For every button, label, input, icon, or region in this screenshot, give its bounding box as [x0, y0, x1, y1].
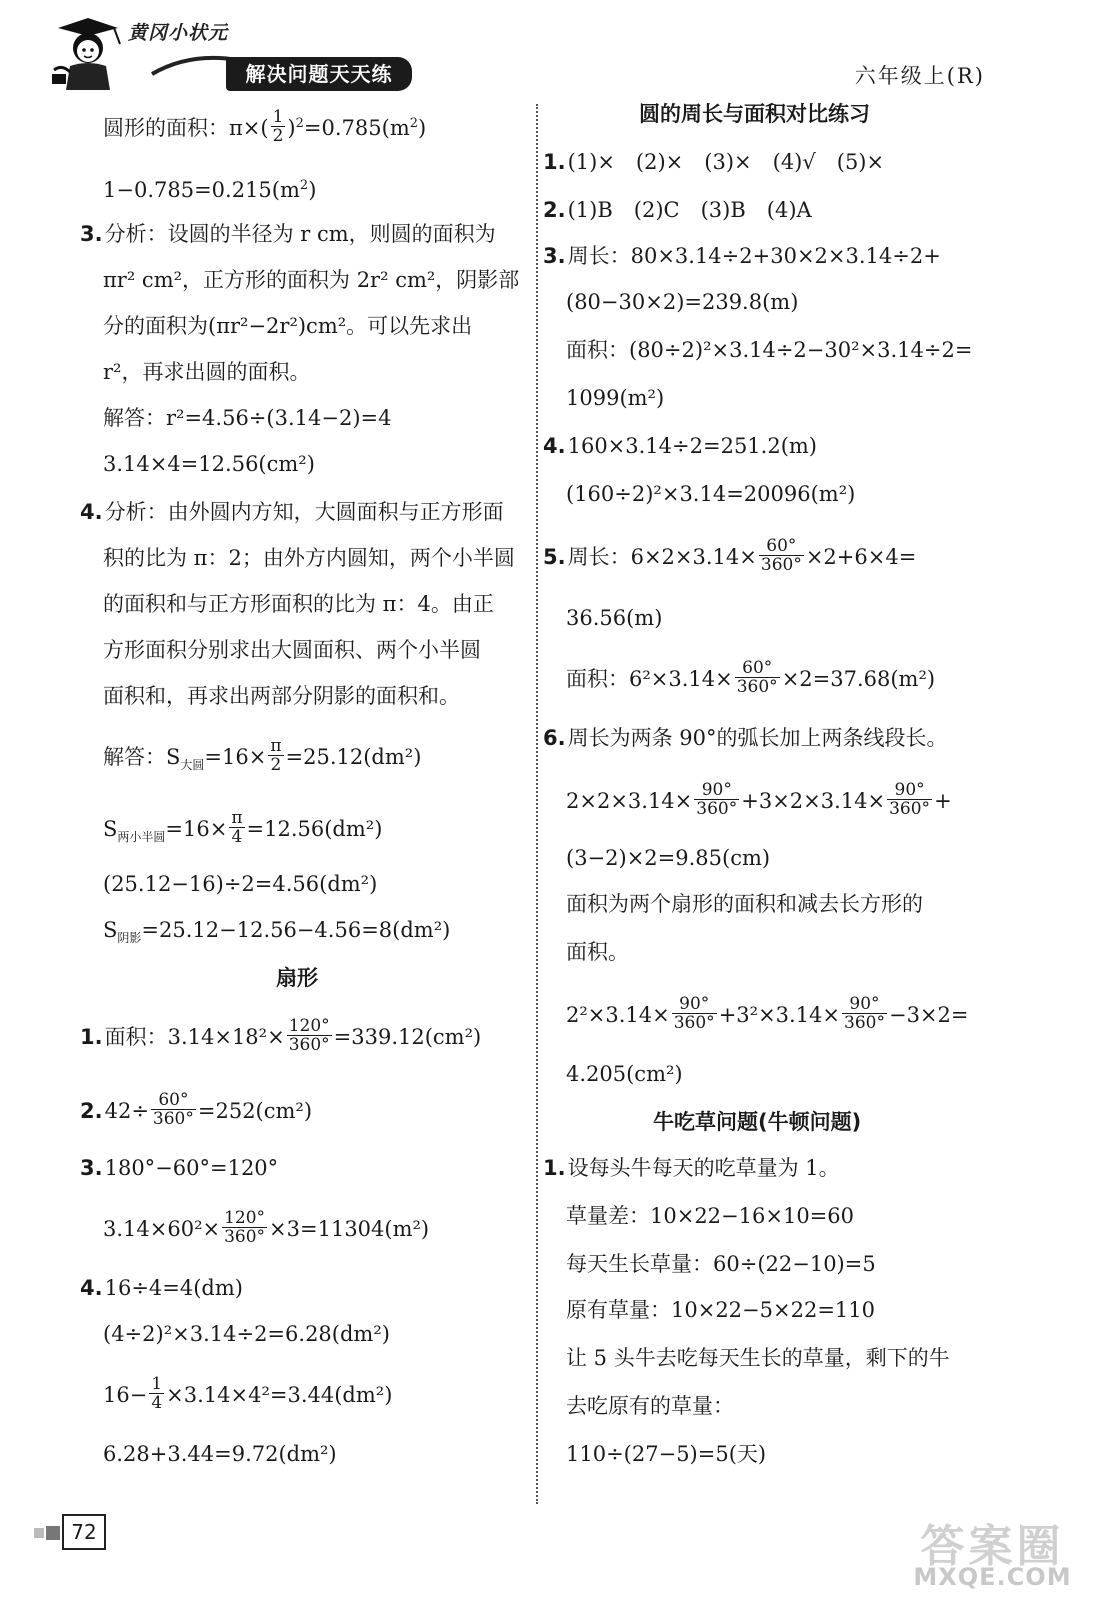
text: 16÷4=4(dm) [104, 1276, 243, 1300]
brand-name: 黄冈小状元 [128, 22, 229, 44]
question-number: 1. [543, 1156, 566, 1180]
text: ×2+6×4= [805, 545, 917, 569]
watermark-url: MXQE.COM [913, 1563, 1072, 1591]
denominator: 360° [673, 1013, 715, 1033]
numerator: 60° [151, 1091, 196, 1110]
numerator: π [231, 808, 243, 828]
answer-line: 4.205(cm²) [566, 1062, 683, 1086]
exponent: 2 [299, 178, 309, 193]
question-number: 4. [80, 1276, 103, 1300]
numerator: 90° [842, 995, 887, 1014]
text: ×3=11304(m²) [269, 1217, 430, 1241]
text: =16× [165, 817, 228, 841]
numerator: 1 [272, 107, 284, 127]
answer-line [80, 736, 422, 779]
text: 面积：6²×3.14× [566, 667, 733, 691]
fraction [672, 995, 717, 1032]
text: 3.14×60²× [103, 1217, 221, 1241]
denominator: 360° [152, 1109, 194, 1129]
fraction [229, 809, 244, 846]
watermark [900, 1510, 1085, 1595]
page-number: 72 [62, 1514, 106, 1550]
numerator: 90° [672, 995, 717, 1014]
answer-line: 1099(m²) [566, 386, 665, 410]
text: 解答：S [103, 745, 181, 769]
numerator: π [270, 736, 282, 756]
answer-line: 6.28+3.44=9.72(dm²) [103, 1442, 337, 1466]
denominator: 360° [224, 1227, 266, 1247]
text: + [934, 789, 952, 813]
answer-line [80, 107, 427, 148]
text: 16− [103, 1383, 148, 1407]
column-divider [536, 104, 538, 1504]
answer-line [80, 916, 450, 952]
answer-line: 36.56(m) [566, 606, 663, 630]
numerator: 90° [887, 781, 932, 800]
mascot-logo-icon [48, 14, 128, 92]
denominator: 360° [760, 555, 802, 575]
answer-line: 面积：(80÷2)²×3.14÷2−30²×3.14÷2= [566, 338, 973, 362]
answer-line: (3−2)×2=9.85(cm) [566, 846, 771, 870]
text: 周长：80×3.14÷2+30×2×3.14÷2+ [567, 244, 941, 268]
compare-answer-4 [543, 432, 817, 460]
denominator: 360° [696, 799, 738, 819]
question-number: 3. [80, 222, 103, 246]
answer-line: (80−30×2)=239.8(m) [566, 290, 799, 314]
compare-answer-1 [543, 148, 884, 176]
cow-grass-answer-1 [543, 1154, 840, 1182]
answer-line: (25.12−16)÷2=4.56(dm²) [103, 872, 378, 896]
answer-line: 解答：r²=4.56÷(3.14−2)=4 [103, 406, 392, 430]
answer-line: 的面积和与正方形面积的比为 π：4。由正 [103, 592, 494, 616]
section-heading-cow-grass: 牛吃草问题(牛顿问题) [653, 1110, 862, 1134]
section-heading-sector: 扇形 [276, 966, 318, 990]
denominator: 360° [736, 677, 778, 697]
series-tagline: 解决问题天天练 [226, 57, 412, 91]
denominator: 2 [272, 126, 284, 146]
denominator: 4 [151, 1393, 163, 1413]
fraction [271, 108, 286, 145]
answer-line: (4÷2)²×3.14÷2=6.28(dm²) [103, 1322, 390, 1346]
fraction [842, 995, 887, 1032]
exponent: 2 [295, 116, 304, 131]
text: ×2=37.68(m²) [781, 667, 936, 691]
numerator: 60° [759, 537, 804, 556]
answer-line [543, 994, 969, 1035]
fraction [268, 737, 283, 774]
page-number-box [30, 1514, 110, 1548]
numerator: 1 [151, 1374, 163, 1394]
grade-label: 六年级上(R) [854, 64, 985, 88]
sector-answer-2 [80, 1090, 313, 1131]
fraction [735, 659, 780, 696]
question-number: 3. [80, 1156, 103, 1180]
question-number: 5. [543, 545, 566, 569]
text: =0.785(m [303, 116, 410, 140]
compare-answer-3 [543, 242, 941, 270]
compare-answer-2 [543, 196, 812, 224]
text: =25.12(dm²) [285, 745, 422, 769]
text: 2×2×3.14× [566, 789, 693, 813]
compare-answer-6 [543, 724, 948, 752]
denominator: 360° [288, 1035, 330, 1055]
answer-line: r²，再求出圆的面积。 [103, 360, 311, 384]
text: +3×2×3.14× [741, 789, 886, 813]
sector-answer-3 [80, 1154, 278, 1182]
question-number: 4. [80, 500, 103, 524]
text: =339.12(cm²) [333, 1025, 482, 1049]
text: 分析：由外圆内方知，大圆面积与正方形面 [104, 500, 504, 524]
denominator: 4 [231, 827, 243, 847]
subscript: 大圆 [180, 758, 205, 773]
answer-line: πr² cm²，正方形的面积为 2r² cm²，阴影部 [103, 268, 520, 292]
question-3-analysis [80, 220, 496, 248]
section-heading-circle-compare: 圆的周长与面积对比练习 [639, 102, 870, 126]
text: S [103, 817, 118, 841]
text: 周长为两条 90°的弧长加上两条线段长。 [567, 726, 948, 750]
fraction [694, 781, 739, 818]
text: =12.56(dm²) [246, 817, 383, 841]
answer-line [543, 780, 952, 821]
text: ) [287, 116, 296, 140]
answer-line: 草量差：10×22−16×10=60 [566, 1204, 854, 1228]
fraction [222, 1209, 267, 1246]
denominator: 360° [844, 1013, 885, 1033]
watermark-logo-text: 答案圈 [920, 1521, 1065, 1572]
exponent: 2 [409, 116, 419, 131]
question-number: 1. [543, 150, 566, 174]
text: 180°−60°=120° [104, 1156, 279, 1180]
answer-line: 每天生长草量：60÷(22−10)=5 [566, 1252, 876, 1276]
answer-line: 3.14×4=12.56(cm²) [103, 452, 315, 476]
text: −3×2= [888, 1003, 969, 1027]
answer-line: 去吃原有的草量： [566, 1394, 734, 1418]
answer-line [80, 1374, 393, 1415]
text: 分析：设圆的半径为 r cm，则圆的面积为 [104, 222, 496, 246]
numerator: 120° [224, 1208, 266, 1228]
page-marker-square [46, 1526, 60, 1540]
text: S [103, 918, 118, 942]
question-number: 4. [543, 434, 566, 458]
answer-line: 面积。 [566, 940, 629, 964]
sector-answer-1 [80, 1016, 482, 1057]
subscript: 阴影 [117, 931, 142, 946]
text: (1)B (2)C (3)B (4)A [567, 198, 812, 222]
answer-line: 面积和，再求出两部分阴影的面积和。 [103, 684, 460, 708]
numerator: 120° [288, 1016, 330, 1036]
answer-line: (160÷2)²×3.14=20096(m²) [566, 482, 856, 506]
denominator: 360° [889, 799, 931, 819]
question-number: 2. [543, 198, 566, 222]
text: +3²×3.14× [718, 1003, 841, 1027]
text: 42÷ [104, 1099, 149, 1123]
question-4-analysis [80, 498, 504, 526]
text: ) [418, 116, 427, 140]
page-header [0, 0, 1093, 100]
answer-line: 方形面积分别求出大圆面积、两个小半圆 [103, 638, 481, 662]
subscript: 两小半圆 [117, 830, 166, 845]
answer-line [80, 172, 316, 204]
question-number: 1. [80, 1025, 103, 1049]
text: 2²×3.14× [566, 1003, 670, 1027]
answer-line: 110÷(27−5)=5(天) [566, 1442, 767, 1466]
text: (1)× (2)× (3)× (4)√ (5)× [567, 150, 885, 174]
question-number: 3. [543, 244, 566, 268]
fraction [151, 1091, 196, 1128]
text: 面积：3.14×18²× [104, 1025, 285, 1049]
answer-line [80, 808, 383, 851]
text: 周长：6×2×3.14× [567, 545, 757, 569]
text: =25.12−12.56−4.56=8(dm²) [141, 918, 451, 942]
sector-answer-4 [80, 1274, 243, 1302]
compare-answer-5 [543, 536, 917, 577]
answer-line [80, 1208, 430, 1249]
numerator: 90° [694, 781, 739, 800]
denominator: 2 [270, 755, 282, 775]
text: ×3.14×4²=3.44(dm²) [166, 1383, 393, 1407]
text: =16× [204, 745, 267, 769]
numerator: 60° [735, 659, 780, 678]
text: =252(cm²) [197, 1099, 313, 1123]
text: 设每头牛每天的吃草量为 1。 [567, 1156, 840, 1180]
question-number: 2. [80, 1099, 103, 1123]
text: ) [308, 178, 317, 202]
text: 1−0.785=0.215(m [103, 178, 300, 202]
text: 160×3.14÷2=251.2(m) [567, 434, 817, 458]
question-number: 6. [543, 726, 566, 750]
fraction [287, 1017, 332, 1054]
fraction [759, 537, 804, 574]
answer-line [543, 658, 936, 699]
answer-line: 原有草量：10×22−5×22=110 [566, 1298, 875, 1322]
fraction [149, 1375, 164, 1412]
answer-line: 积的比为 π：2；由外方内圆知，两个小半圆 [103, 546, 515, 570]
fraction [887, 781, 932, 818]
answer-line: 面积为两个扇形的面积和减去长方形的 [566, 892, 923, 916]
text: 圆形的面积：π×( [103, 116, 269, 140]
page-marker-square [34, 1528, 44, 1538]
answer-line: 让 5 头牛去吃每天生长的草量，剩下的牛 [566, 1346, 950, 1370]
answer-line: 分的面积为(πr²−2r²)cm²。可以先求出 [103, 314, 473, 338]
